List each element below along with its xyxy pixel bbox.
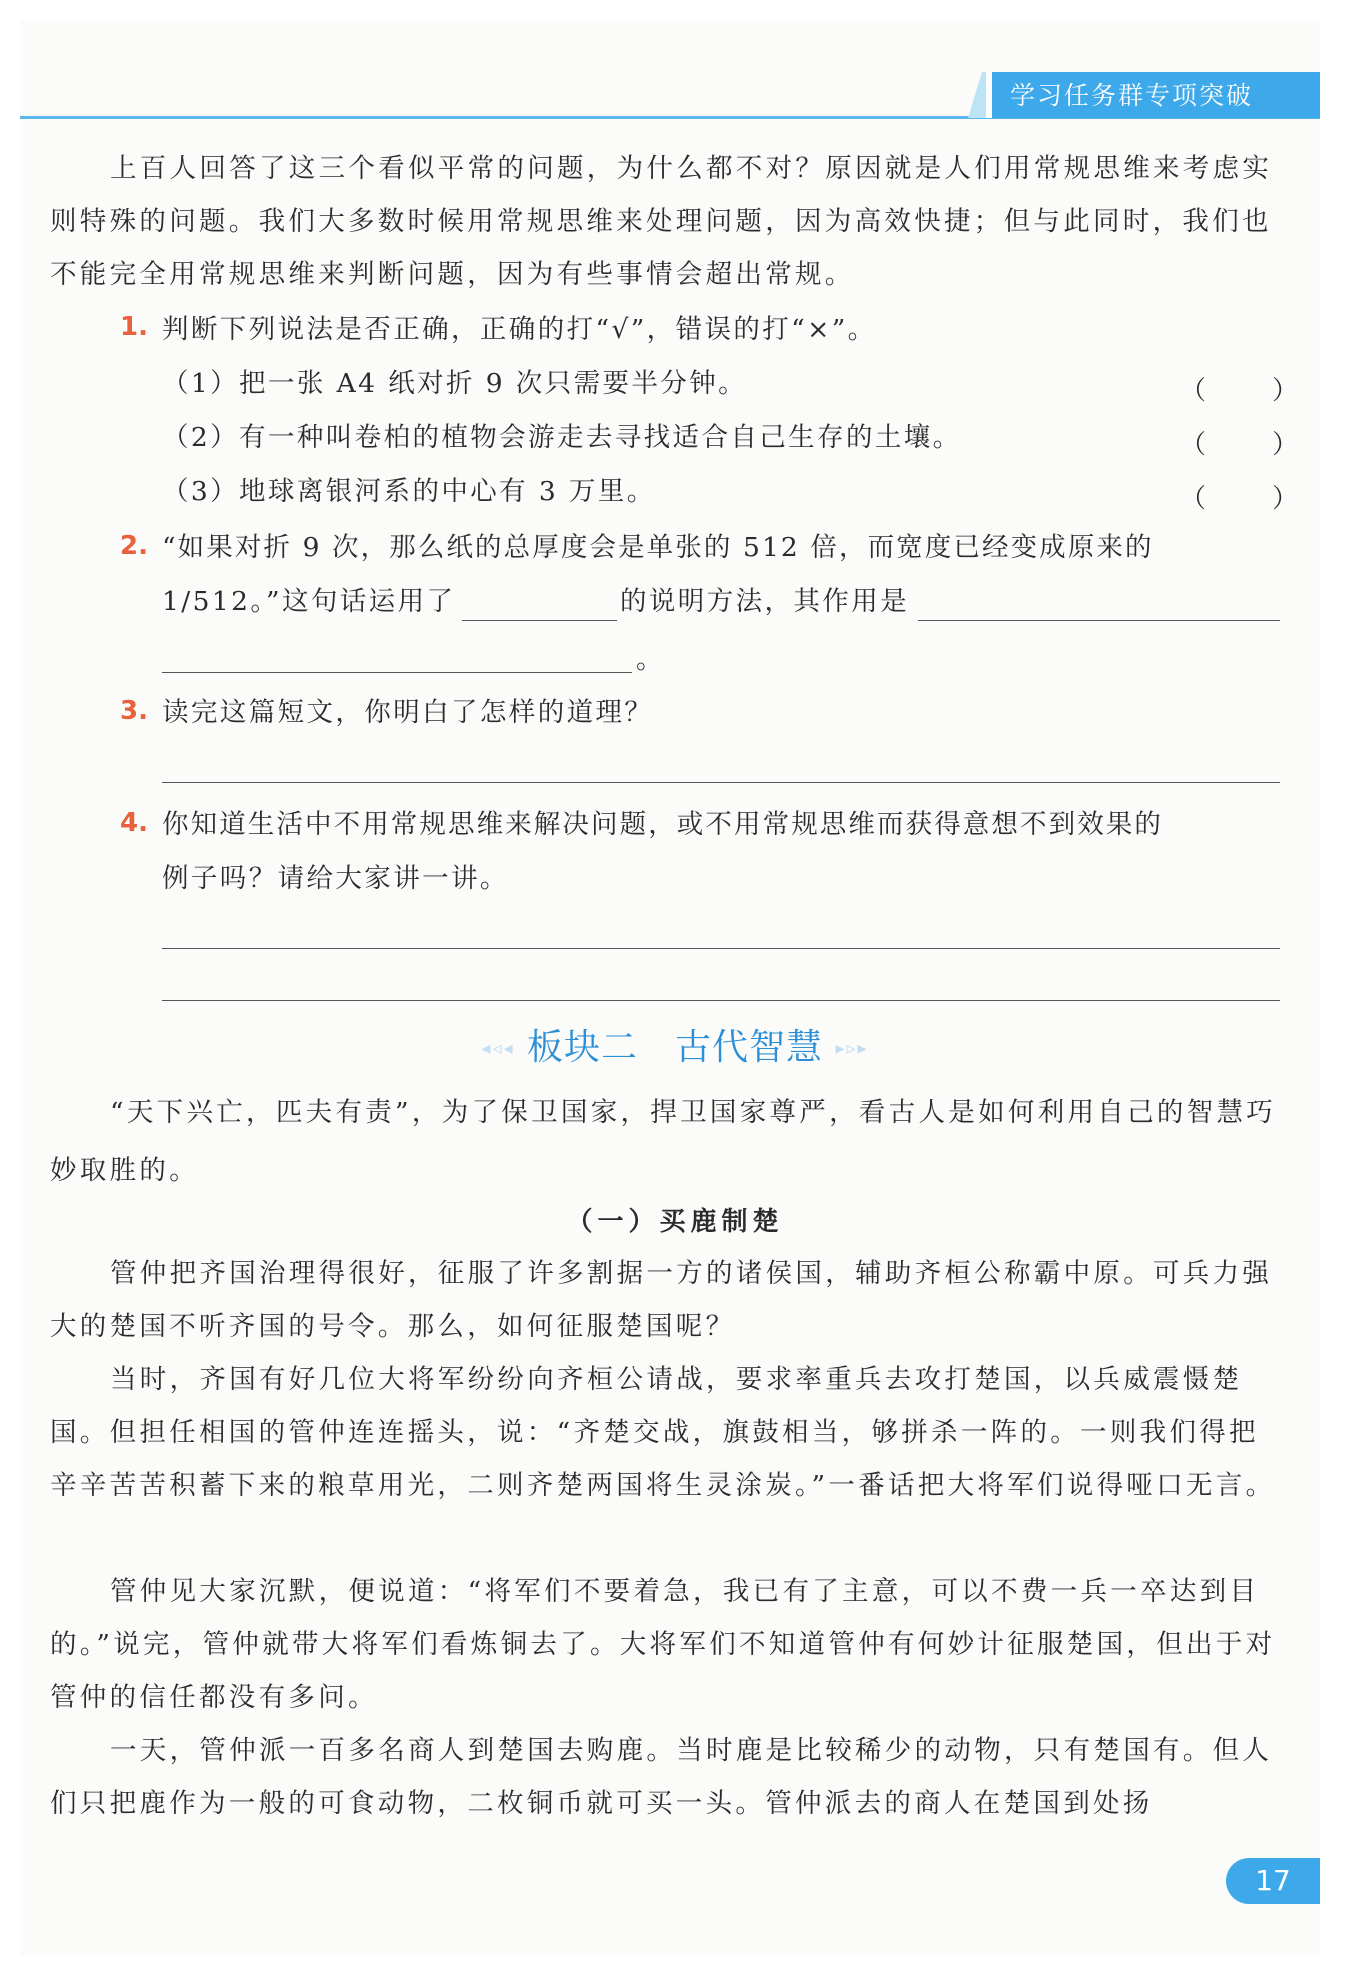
answer-blank-function-cont[interactable] [162, 672, 632, 673]
question-2-line-1: “如果对折 9 次，那么纸的总厚度会是单张的 512 倍，而宽度已经变成原来的 [162, 532, 1154, 563]
intro-paragraph: 上百人回答了这三个看似平常的问题，为什么都不对？原因就是人们用常规思维来考虑实则特殊的问题。我们大多数时候用常规思维来处理问题，因为高效快捷；但与此同时，我们也不能完全用常规思维来判断问题，因为有些事情会超出常规。 [50, 153, 1273, 290]
question-1-text: 判断下列说法是否正确，正确的打“√”，错误的打“×”。 [162, 314, 877, 345]
answer-blank-method[interactable] [462, 620, 617, 621]
answer-line-q3[interactable] [162, 782, 1280, 783]
question-4-line-2: 例子吗？请给大家讲一讲。 [162, 863, 509, 894]
question-2-line-2b: 的说明方法，其作用是 [620, 586, 909, 617]
arrow-left-icon: ◂◃◂ [481, 1038, 515, 1059]
story-paragraph-1: 管仲把齐国治理得很好，征服了许多割据一方的诸侯国，辅助齐桓公称霸中原。可兵力强大的楚国不听齐国的号令。那么，如何征服楚国呢？ [50, 1258, 1273, 1342]
section-title [440, 1018, 910, 1078]
answer-line-q4-1[interactable] [162, 948, 1280, 949]
story-paragraph-4: 一天，管仲派一百多名商人到楚国去购鹿。当时鹿是比较稀少的动物，只有楚国有。但人们只把鹿作为一般的可食动物，二枚铜币就可买一头。管仲派去的商人在楚国到处扬 [50, 1735, 1273, 1819]
page-number: 17 [1226, 1858, 1320, 1904]
question-1-number: 1. [120, 312, 148, 342]
answer-paren-1[interactable]: （ ） [1180, 376, 1299, 406]
answer-line-q4-2[interactable] [162, 1000, 1280, 1001]
story-paragraph-2: 当时，齐国有好几位大将军纷纷向齐桓公请战，要求率重兵去攻打楚国，以兵威震慑楚国。但担任相国的管仲连连摇头，说：“齐楚交战，旗鼓相当，够拼杀一阵的。一则我们得把辛辛苦苦积蓄下来的粮草用光，二则齐楚两国将生灵涂炭。”一番话把大将军们说得哑口无言。 [50, 1364, 1276, 1501]
question-4-number: 4. [120, 808, 148, 838]
answer-paren-3[interactable]: （ ） [1180, 484, 1299, 514]
question-1-item-3: （3）地球离银河系的中心有 3 万里。 [162, 476, 656, 507]
question-2-line-2a: 1/512。”这句话运用了 [162, 586, 456, 617]
section-intro: “天下兴亡，匹夫有责”，为了保卫国家，捍卫国家尊严，看古人是如何利用自己的智慧巧妙取胜的。 [50, 1097, 1277, 1186]
question-3-text: 读完这篇短文，你明白了怎样的道理？ [162, 697, 654, 728]
header-banner-text: 学习任务群专项突破 [1010, 81, 1254, 110]
question-2-line-3-end: 。 [636, 644, 665, 675]
question-2-number: 2. [120, 531, 148, 561]
question-4-line-1: 你知道生活中不用常规思维来解决问题，或不用常规思维而获得意想不到效果的 [162, 809, 1163, 840]
arrow-right-icon: ▸▹▸ [835, 1038, 869, 1059]
answer-paren-2[interactable]: （ ） [1180, 430, 1299, 460]
story-paragraph-3: 管仲见大家沉默，便说道：“将军们不要着急，我已有了主意，可以不费一兵一卒达到目的。”说完，管仲就带大将军们看炼铜去了。大将军们不知道管仲有何妙计征服楚国，但出于对管仲的信任都没有多问。 [50, 1576, 1276, 1713]
story-title: （一）买鹿制楚 [566, 1207, 784, 1237]
question-1-item-2: （2）有一种叫卷柏的植物会游走去寻找适合自己生存的土壤。 [162, 422, 962, 453]
answer-blank-function[interactable] [918, 620, 1280, 621]
question-3-number: 3. [120, 696, 148, 726]
question-1-item-1: （1）把一张 A4 纸对折 9 次只需要半分钟。 [162, 368, 748, 399]
section-title-text: 板块二 古代智慧 [526, 1027, 823, 1068]
